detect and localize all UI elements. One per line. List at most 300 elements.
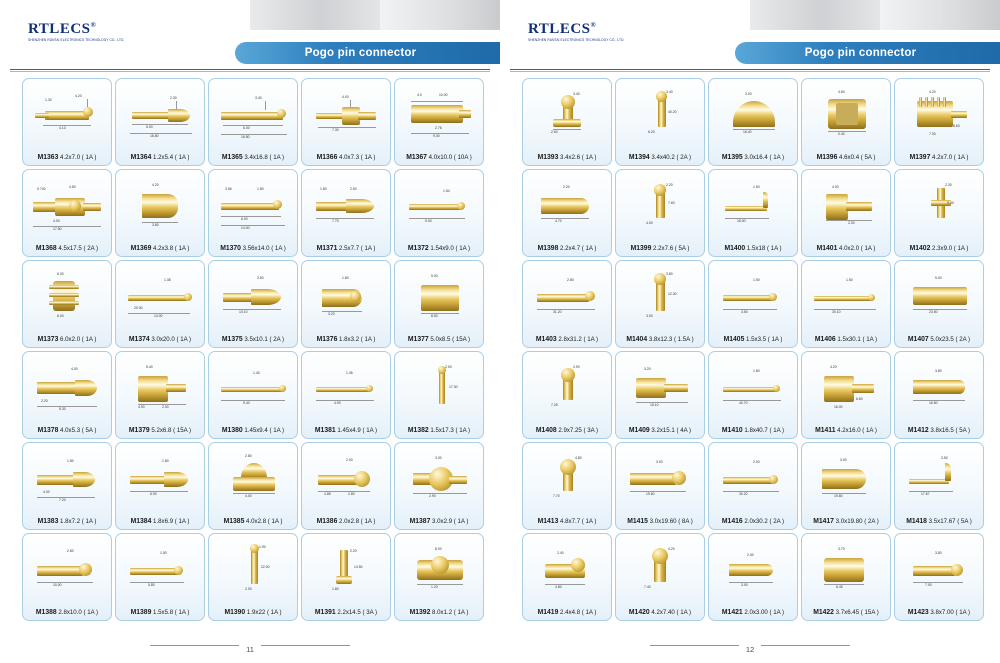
product-spec: 4.6x0.4 ( 5A ) <box>839 154 876 161</box>
product-drawing: 5.40 4.00 2.00 <box>116 354 204 420</box>
product-card[interactable] <box>301 169 391 257</box>
product-label <box>303 336 388 343</box>
brand-name-text: RTLECS <box>28 21 91 37</box>
product-spec: 5.0x8.5 ( 15A ) <box>430 336 471 343</box>
product-drawing: 3.40 6.00 16.80 <box>209 81 297 147</box>
product-card[interactable] <box>615 169 705 257</box>
product-code: M1372 <box>407 245 429 252</box>
product-label <box>803 518 888 525</box>
product-spec: 5.2x6.8 ( 15A ) <box>151 427 192 434</box>
product-label <box>24 518 109 525</box>
product-code: M1423 <box>907 609 929 616</box>
product-code: M1373 <box>37 336 59 343</box>
product-card[interactable] <box>394 442 484 530</box>
product-drawing: 3.50 10.10 <box>209 263 297 329</box>
header-band-gray <box>750 0 880 30</box>
product-drawing: 4.00 2.20 5.30 <box>23 354 111 420</box>
product-card[interactable] <box>894 533 984 621</box>
product-spec: 2.8x31.2 ( 1A ) <box>558 336 599 343</box>
product-spec: 4.2x7.40 ( 1A ) <box>651 609 692 616</box>
product-label <box>303 518 388 525</box>
product-drawing: 3.56 1.80 6.00 14.00 <box>209 172 297 238</box>
product-spec: 6.0x2.0 ( 1A ) <box>60 336 97 343</box>
product-spec: 2.0x3.00 ( 1A ) <box>744 609 785 616</box>
product-card[interactable] <box>801 260 891 348</box>
product-code: M1419 <box>537 609 559 616</box>
product-card[interactable] <box>208 260 298 348</box>
header-band-gray-2 <box>380 0 500 30</box>
product-card[interactable] <box>522 260 612 348</box>
product-card[interactable] <box>708 533 798 621</box>
product-card[interactable] <box>801 533 891 621</box>
product-label <box>617 336 702 343</box>
product-spec: 3.7x6.45 ( 15A ) <box>835 609 879 616</box>
product-code: M1371 <box>316 245 338 252</box>
product-card[interactable] <box>22 442 112 530</box>
product-label <box>710 609 795 616</box>
product-drawing: 1.54 9.00 <box>395 172 483 238</box>
product-drawing: 3.80 16.50 <box>895 354 983 420</box>
product-drawing: 3.00 2.90 <box>395 445 483 511</box>
product-code: M1365 <box>221 154 243 161</box>
product-card[interactable] <box>394 169 484 257</box>
product-drawing: 3.00 19.80 <box>802 445 890 511</box>
product-label <box>396 518 481 525</box>
product-label <box>210 245 295 252</box>
product-code: M1374 <box>128 336 150 343</box>
product-spec: 4.2x16.0 ( 1A ) <box>837 427 877 434</box>
product-code: M1381 <box>314 427 336 434</box>
product-label <box>524 609 609 616</box>
product-code: M1422 <box>813 609 834 616</box>
product-spec: 3.8x16.5 ( 5A ) <box>930 427 971 434</box>
product-drawing: 4.00 7.30 <box>302 81 390 147</box>
product-label <box>524 154 609 161</box>
product-label <box>396 336 481 343</box>
product-drawing: 1.90 22.00 2.00 <box>245 545 270 591</box>
product-card[interactable] <box>801 351 891 439</box>
product-spec: 3.8x12.3 ( 1.5A ) <box>648 336 694 343</box>
product-label <box>896 154 981 161</box>
product-drawing: 1.80 2.50 7.70 <box>302 172 390 238</box>
brand-name <box>528 22 668 37</box>
product-drawing: 1.50 30.10 <box>802 263 890 329</box>
product-code: M1390 <box>224 609 246 616</box>
product-code: M1409 <box>628 427 650 434</box>
product-drawing: 3.80 12.30 3.00 <box>646 272 677 318</box>
product-spec: 2.2x4.7 ( 1A ) <box>560 245 597 252</box>
product-code: M1397 <box>909 154 931 161</box>
product-spec: 3.56x14.0 ( 1A ) <box>242 245 286 252</box>
product-card[interactable] <box>615 260 705 348</box>
product-spec: 3.0x19.60 ( 8A ) <box>649 518 693 525</box>
product-card[interactable] <box>615 533 705 621</box>
product-drawing: 3.70 6.45 <box>802 536 890 602</box>
product-spec: 4.0x2.0 ( 1A ) <box>839 245 876 252</box>
product-spec: 1.9x22 ( 1A ) <box>246 609 282 616</box>
product-code: M1379 <box>128 427 150 434</box>
product-label <box>803 609 888 616</box>
product-code: M1412 <box>907 427 929 434</box>
product-drawing: 4.00 2.00 <box>802 172 890 238</box>
product-spec: 3.5x10.1 ( 2A ) <box>244 336 285 343</box>
product-label <box>896 518 981 525</box>
product-card[interactable] <box>708 260 798 348</box>
product-drawing: 1.80 4.00 7.20 <box>23 445 111 511</box>
product-card[interactable] <box>708 169 798 257</box>
product-label <box>396 154 481 161</box>
product-label <box>896 336 981 343</box>
product-code: M1380 <box>221 427 243 434</box>
product-code: M1368 <box>35 245 57 252</box>
product-spec: 1.54x9.0 ( 1A ) <box>430 245 471 252</box>
product-spec: 4.2x7.0 ( 1A ) <box>932 154 969 161</box>
product-code: M1415 <box>627 518 648 525</box>
header-rule-left <box>10 69 490 70</box>
header-band-gray-2 <box>880 0 1000 30</box>
product-card[interactable] <box>801 78 891 166</box>
product-code: M1385 <box>223 518 245 525</box>
product-drawing: 3.00 16.40 <box>709 81 797 147</box>
product-code: M1402 <box>909 245 931 252</box>
product-label <box>803 245 888 252</box>
product-spec: 2.2x7.6 ( 5A ) <box>653 245 690 252</box>
product-card[interactable] <box>22 78 112 166</box>
product-spec: 3.4x40.2 ( 2A ) <box>651 154 692 161</box>
product-spec: 1.8x6.9 ( 1A ) <box>153 518 190 525</box>
product-spec: 4.2x7.0 ( 1A ) <box>60 154 97 161</box>
product-label <box>24 336 109 343</box>
product-card[interactable] <box>394 533 484 621</box>
product-drawing: 1.80 3.20 <box>302 263 390 329</box>
product-label <box>524 427 609 434</box>
product-card[interactable] <box>522 533 612 621</box>
product-card[interactable] <box>22 351 112 439</box>
product-drawing: 3.00 19.60 <box>616 445 704 511</box>
product-code: M1393 <box>537 154 559 161</box>
product-code: M1388 <box>35 609 57 616</box>
product-code: M1367 <box>406 154 427 161</box>
product-label <box>617 154 702 161</box>
product-card[interactable] <box>394 78 484 166</box>
product-card[interactable] <box>894 169 984 257</box>
product-drawing: 4.60 0.40 <box>802 81 890 147</box>
product-card[interactable] <box>522 351 612 439</box>
product-spec: 1.5x5.8 ( 1A ) <box>153 609 190 616</box>
product-label <box>24 609 109 616</box>
product-spec: 2.2x14.5 ( 3A ) <box>337 609 378 616</box>
product-spec: 1.45x4.9 ( 1A ) <box>337 427 378 434</box>
product-code: M1377 <box>407 336 429 343</box>
product-spec: 5.0x23.5 ( 2A ) <box>930 336 971 343</box>
product-code: M1384 <box>130 518 152 525</box>
product-spec: 1.8x3.2 ( 1A ) <box>339 336 376 343</box>
product-code: M1404 <box>626 336 648 343</box>
page-number-right: 12 <box>739 645 761 654</box>
product-drawing: 0.740 4.50 4.00 17.50 <box>23 172 111 238</box>
product-code: M1399 <box>630 245 652 252</box>
product-code: M1405 <box>723 336 745 343</box>
product-code: M1411 <box>815 427 836 434</box>
product-drawing: 6.00 6.00 <box>23 263 111 329</box>
product-code: M1413 <box>537 518 559 525</box>
product-spec: 3.0x16.4 ( 1A ) <box>744 154 785 161</box>
product-card[interactable] <box>301 442 391 530</box>
product-drawing: 2.30 5.00 16.80 <box>116 81 204 147</box>
product-label <box>303 427 388 434</box>
product-spec: 4.0x2.8 ( 1A ) <box>246 518 283 525</box>
catalog-page-right <box>500 0 1000 663</box>
product-code: M1408 <box>535 427 557 434</box>
product-code: M1378 <box>37 427 59 434</box>
page-title-right: Pogo pin connector <box>804 47 917 59</box>
product-spec: 3.4x16.8 ( 1A ) <box>244 154 285 161</box>
product-code: M1398 <box>537 245 559 252</box>
product-spec: 4.8x7.7 ( 1A ) <box>560 518 597 525</box>
product-drawing: 3.40 40.20 6.20 <box>648 90 677 134</box>
product-drawing: 1.80 6.90 <box>116 445 204 511</box>
header-rule-left-2 <box>10 71 490 72</box>
product-label <box>710 245 795 252</box>
product-card[interactable] <box>301 351 391 439</box>
product-drawing: 1.50 18.00 <box>709 172 797 238</box>
product-label <box>24 154 109 161</box>
product-card[interactable] <box>522 169 612 257</box>
product-drawing: 2.20 4.70 <box>523 172 611 238</box>
product-code: M1387 <box>409 518 431 525</box>
product-drawing: 8.00 1.20 <box>395 536 483 602</box>
product-spec: 4.5x17.5 ( 2A ) <box>58 245 99 252</box>
product-drawing: 2.00 17.30 <box>395 354 483 420</box>
product-code: M1396 <box>816 154 838 161</box>
product-card[interactable] <box>115 169 205 257</box>
product-label <box>396 609 481 616</box>
product-card[interactable] <box>115 78 205 166</box>
product-card[interactable] <box>22 533 112 621</box>
product-spec: 4.0x5.3 ( 5A ) <box>60 427 97 434</box>
product-label <box>896 245 981 252</box>
product-spec: 3.0x2.9 ( 1A ) <box>432 518 469 525</box>
product-code: M1400 <box>724 245 746 252</box>
product-card[interactable] <box>301 533 391 621</box>
brand-logo-right <box>528 22 668 42</box>
product-label <box>117 336 202 343</box>
product-code: M1406 <box>814 336 836 343</box>
product-drawing: 1.40 9.40 <box>209 354 297 420</box>
product-spec: 2.4x4.8 ( 1A ) <box>560 609 597 616</box>
product-card[interactable] <box>115 351 205 439</box>
product-label <box>24 245 109 252</box>
product-label <box>396 245 481 252</box>
product-card[interactable] <box>615 351 705 439</box>
product-spec: 1.8x40.7 ( 1A ) <box>744 427 785 434</box>
product-card[interactable] <box>301 260 391 348</box>
product-label <box>117 518 202 525</box>
product-drawing: 4.80 7.70 <box>553 456 582 498</box>
product-card[interactable] <box>894 260 984 348</box>
product-drawing: 5.00 8.50 <box>395 263 483 329</box>
product-code: M1418 <box>906 518 927 525</box>
product-label <box>303 245 388 252</box>
product-code: M1421 <box>721 609 743 616</box>
product-label <box>303 609 388 616</box>
product-card[interactable] <box>208 533 298 621</box>
product-card[interactable] <box>115 533 205 621</box>
product-spec: 1.8x7.2 ( 1A ) <box>60 518 97 525</box>
product-label <box>803 336 888 343</box>
product-drawing: 2.00 4.85 2.80 <box>302 445 390 511</box>
product-label <box>710 518 795 525</box>
product-card[interactable] <box>208 78 298 166</box>
product-drawing: 1.50 3.50 <box>709 263 797 329</box>
product-code: M1417 <box>813 518 834 525</box>
product-code: M1392 <box>409 609 431 616</box>
product-card[interactable] <box>894 78 984 166</box>
product-spec: 3.0x20.0 ( 1A ) <box>151 336 192 343</box>
product-card[interactable] <box>22 260 112 348</box>
product-card[interactable] <box>522 442 612 530</box>
product-card[interactable] <box>708 442 798 530</box>
product-code: M1391 <box>314 609 336 616</box>
brand-trademark: ® <box>90 21 97 29</box>
page-number-left: 11 <box>239 645 261 654</box>
product-label <box>117 154 202 161</box>
product-drawing: 2.40 4.80 <box>523 536 611 602</box>
product-label <box>210 518 295 525</box>
product-label <box>710 427 795 434</box>
product-spec: 3.0x19.80 ( 2A ) <box>835 518 879 525</box>
product-grid-right <box>522 78 984 621</box>
product-drawing: 4.20 1.30 4.13 <box>23 81 111 147</box>
product-card[interactable] <box>22 169 112 257</box>
product-code: M1369 <box>130 245 152 252</box>
product-code: M1375 <box>221 336 243 343</box>
product-code: M1410 <box>721 427 743 434</box>
page-footer-right <box>500 639 1000 657</box>
product-label <box>24 427 109 434</box>
product-card[interactable] <box>208 442 298 530</box>
page-footer-left <box>0 639 500 657</box>
product-spec: 1.45x9.4 ( 1A ) <box>244 427 285 434</box>
product-spec: 3.8x7.00 ( 1A ) <box>930 609 971 616</box>
product-code: M1401 <box>816 245 838 252</box>
product-drawing: 1.80 40.70 <box>709 354 797 420</box>
product-label <box>803 427 888 434</box>
product-card[interactable] <box>115 442 205 530</box>
product-spec: 3.2x15.1 ( 4A ) <box>651 427 692 434</box>
product-drawing: 2.30 9.00 <box>895 172 983 238</box>
product-drawing: 2.90 7.25 <box>551 365 580 407</box>
product-card[interactable] <box>894 351 984 439</box>
product-drawing: 4.20 7.40 <box>644 547 675 589</box>
product-card[interactable] <box>615 78 705 166</box>
page-title-left: Pogo pin connector <box>304 47 417 59</box>
product-drawing: 4.20 6.60 16.00 <box>802 354 890 420</box>
product-card[interactable] <box>394 260 484 348</box>
product-card[interactable] <box>708 351 798 439</box>
header-rule-right-2 <box>510 71 990 72</box>
brand-logo-left <box>28 22 168 42</box>
product-spec: 2.5x7.7 ( 1A ) <box>339 245 376 252</box>
product-spec: 4.0x10.0 ( 10A ) <box>428 154 472 161</box>
product-card[interactable] <box>615 442 705 530</box>
product-card[interactable] <box>801 169 891 257</box>
product-drawing: 2.80 10.00 <box>23 536 111 602</box>
product-grid-left <box>22 78 484 621</box>
page-title-bar-left <box>235 42 500 64</box>
product-card[interactable] <box>301 78 391 166</box>
product-label <box>117 245 202 252</box>
product-spec: 2.8x10.0 ( 1A ) <box>58 609 99 616</box>
product-label <box>710 154 795 161</box>
product-card[interactable] <box>208 351 298 439</box>
product-spec: 3.5x17.67 ( 5A ) <box>928 518 972 525</box>
brand-trademark: ® <box>590 21 597 29</box>
product-drawing: 10.00 4.0 2.76 9.00 <box>395 81 483 147</box>
product-drawing: 1.38 20.00 14.00 <box>116 263 204 329</box>
product-card[interactable] <box>801 442 891 530</box>
product-code: M1382 <box>407 427 429 434</box>
product-code: M1403 <box>535 336 557 343</box>
product-label <box>303 154 388 161</box>
product-spec: 2.3x9.0 ( 1A ) <box>932 245 969 252</box>
product-code: M1363 <box>37 154 59 161</box>
product-label <box>210 427 295 434</box>
product-label <box>710 336 795 343</box>
product-code: M1407 <box>907 336 929 343</box>
product-drawing: 1.45 4.90 <box>302 354 390 420</box>
product-label <box>524 245 609 252</box>
product-label <box>617 518 702 525</box>
product-drawing: 3.80 7.00 <box>895 536 983 602</box>
product-code: M1394 <box>628 154 650 161</box>
header-rule-right <box>510 69 990 70</box>
product-card[interactable] <box>708 78 798 166</box>
product-drawing: 3.20 15.10 <box>616 354 704 420</box>
product-card[interactable] <box>208 169 298 257</box>
product-label <box>210 336 295 343</box>
product-card[interactable] <box>894 442 984 530</box>
product-card[interactable] <box>394 351 484 439</box>
product-label <box>210 154 295 161</box>
product-spec: 1.5x18 ( 1A ) <box>746 245 782 252</box>
page-title-bar-right <box>735 42 1000 64</box>
product-drawing: 2.00 30.20 <box>709 445 797 511</box>
product-drawing: 2.80 31.20 <box>523 263 611 329</box>
product-label <box>210 609 295 616</box>
product-label <box>524 336 609 343</box>
product-drawing: 5.00 23.50 <box>895 263 983 329</box>
product-spec: 1.5x30.1 ( 1A ) <box>837 336 878 343</box>
product-drawing: 4.20 8.63 7.00 <box>895 81 983 147</box>
product-label <box>117 609 202 616</box>
product-label <box>896 427 981 434</box>
product-code: M1395 <box>721 154 743 161</box>
product-spec: 4.2x3.8 ( 1A ) <box>153 245 190 252</box>
brand-name <box>28 22 168 37</box>
product-label <box>524 518 609 525</box>
product-drawing: 4.20 3.80 <box>116 172 204 238</box>
product-code: M1364 <box>130 154 152 161</box>
product-label <box>803 154 888 161</box>
product-label <box>896 609 981 616</box>
product-code: M1416 <box>721 518 743 525</box>
product-card[interactable] <box>522 78 612 166</box>
product-spec: 2.0x2.8 ( 1A ) <box>339 518 376 525</box>
product-card[interactable] <box>115 260 205 348</box>
product-code: M1389 <box>130 609 152 616</box>
brand-tagline: SHENZHEN RUNTAI ELECTRONICS TECHNOLOGY CO., LTD. <box>28 38 125 43</box>
